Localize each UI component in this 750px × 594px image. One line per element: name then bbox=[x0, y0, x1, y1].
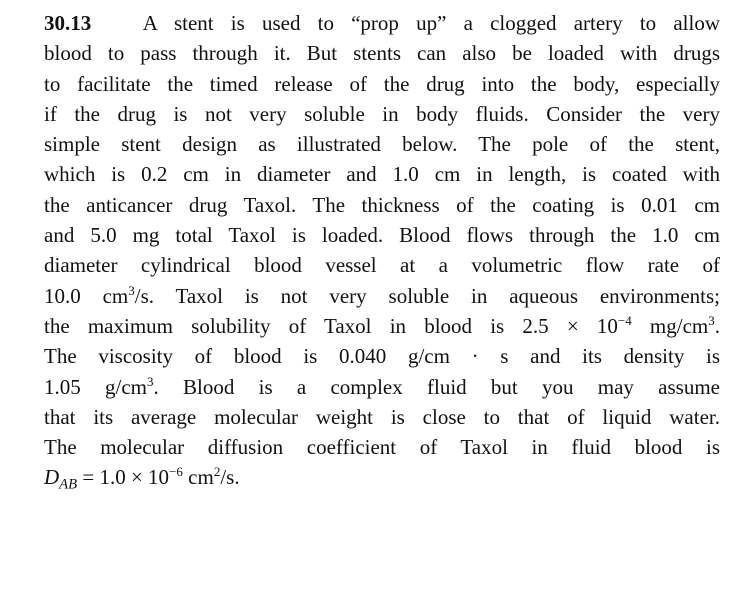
diffusivity-symbol: D bbox=[44, 465, 60, 490]
superscript: 3 bbox=[128, 282, 135, 298]
unit-text: /s. bbox=[220, 465, 240, 490]
superscript: −4 bbox=[617, 313, 632, 329]
problem-line bbox=[44, 311, 720, 341]
problem-line: to facilitate the timed release of the drug into the body, especially bbox=[44, 71, 720, 96]
unit-text: mg/cm bbox=[631, 313, 709, 338]
superscript: 2 bbox=[213, 464, 221, 480]
problem-line: blood to pass through it. But stents can also be loaded with drugs bbox=[44, 41, 720, 66]
solubility-text: the maximum solubility of Taxol in blood is 2.5 × 10 bbox=[44, 313, 618, 338]
problem-line: The molecular diffusion coefficient of Taxol in fluid blood is bbox=[44, 435, 720, 460]
problem-line bbox=[44, 8, 720, 38]
problem-line: diameter cylindrical blood vessel at a volumetric flow rate of bbox=[44, 253, 720, 278]
problem-number: 30.13 bbox=[44, 11, 92, 35]
problem-line: the anticancer drug Taxol. The thickness of the coating is 0.01 cm bbox=[44, 192, 720, 217]
problem-line: The viscosity of blood is 0.040 g/cm · s and its density is bbox=[44, 344, 720, 369]
problem-line: which is 0.2 cm in diameter and 1.0 cm in length, is coated with bbox=[44, 162, 720, 187]
problem-line-text: . Blood is a complex fluid but you may assume bbox=[153, 374, 720, 399]
superscript: 3 bbox=[147, 373, 154, 389]
period-text: . bbox=[714, 313, 721, 338]
problem-text bbox=[44, 8, 720, 493]
diffusivity-value: = 1.0 × 10 bbox=[77, 465, 170, 490]
problem-line-text: /s. Taxol is not very soluble in aqueous environments; bbox=[134, 283, 720, 308]
superscript: 3 bbox=[708, 313, 715, 329]
superscript: −6 bbox=[169, 464, 183, 480]
problem-line: if the drug is not very soluble in body fluids. Consider the very bbox=[44, 101, 720, 126]
problem-line-text: A stent is used to “prop up” a clogged artery to allow bbox=[142, 11, 721, 35]
subscript: AB bbox=[59, 476, 78, 493]
problem-line: that its average molecular weight is close to that of liquid water. bbox=[44, 404, 720, 429]
problem-line bbox=[44, 462, 720, 492]
problem-line: simple stent design as illustrated below. The pole of the stent, bbox=[44, 132, 720, 157]
density-value: 1.05 g/cm bbox=[44, 374, 147, 399]
problem-line bbox=[44, 372, 720, 402]
problem-line bbox=[44, 281, 720, 311]
flow-rate-value: 10.0 cm bbox=[44, 283, 129, 308]
problem-line: and 5.0 mg total Taxol is loaded. Blood flows through the 1.0 cm bbox=[44, 223, 720, 248]
unit-text: cm bbox=[182, 465, 214, 490]
